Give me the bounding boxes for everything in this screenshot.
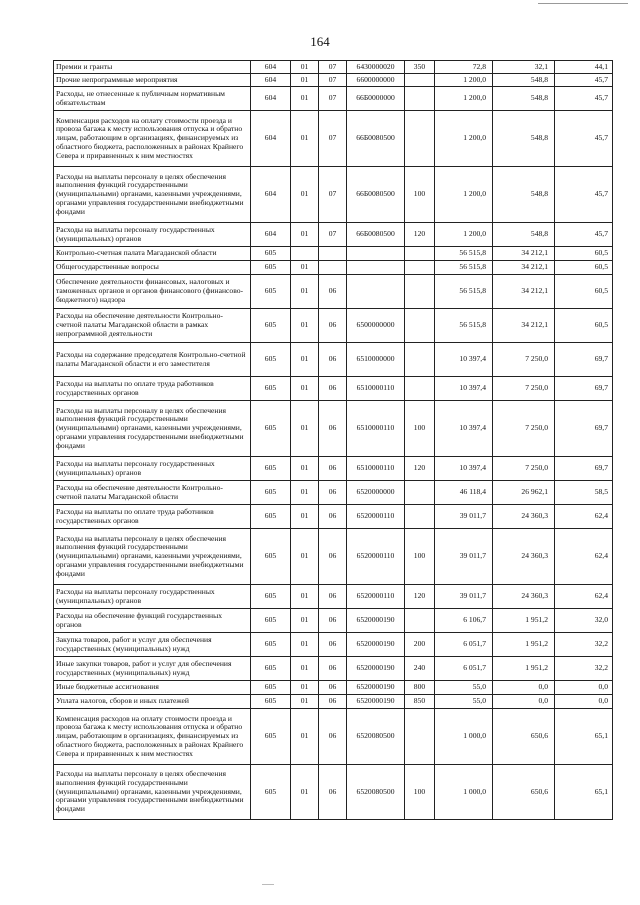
table-row: [54, 505, 613, 529]
cell-name: Контрольно-счетная палата Магаданской области: [54, 247, 251, 261]
cell-vr: [405, 505, 435, 529]
cell-vr: 350: [405, 61, 435, 74]
cell-rz: 01: [291, 167, 319, 223]
cell-plan: 1 200,0: [435, 223, 493, 247]
cell-name: Расходы на выплаты персоналу государственных (муниципальных) органов: [54, 223, 251, 247]
cell-fact: 548,8: [493, 167, 555, 223]
cell-plan: 6 051,7: [435, 633, 493, 657]
cell-pr: 06: [319, 657, 347, 681]
cell-ved: 605: [251, 709, 291, 765]
cell-pr: 06: [319, 695, 347, 709]
cell-plan: 72,8: [435, 61, 493, 74]
cell-rz: 01: [291, 529, 319, 585]
cell-csr: 6520000110: [347, 585, 405, 609]
cell-csr: 6510000110: [347, 457, 405, 481]
cell-name: Обеспечение деятельности финансовых, налоговых и таможенных органов и органов финансового (финансово-бюджетного) надзора: [54, 275, 251, 309]
cell-ved: 605: [251, 261, 291, 275]
cell-vr: 100: [405, 167, 435, 223]
cell-name: Расходы на выплаты персоналу в целях обеспечения выполнения функций государственными (муниципальными) органами, казенными учреждениями, органами управления государственными внебюджетными фондами: [54, 167, 251, 223]
cell-pct: 69,7: [555, 457, 613, 481]
cell-pct: 69,7: [555, 377, 613, 401]
cell-pct: 62,4: [555, 585, 613, 609]
cell-pct: 69,7: [555, 401, 613, 457]
cell-fact: 7 250,0: [493, 377, 555, 401]
cell-rz: 01: [291, 275, 319, 309]
table-row: [54, 111, 613, 167]
cell-fact: 24 360,3: [493, 585, 555, 609]
cell-vr: 850: [405, 695, 435, 709]
cell-csr: 6520000190: [347, 681, 405, 695]
cell-fact: 34 212,1: [493, 275, 555, 309]
cell-ved: 605: [251, 657, 291, 681]
cell-pct: 58,5: [555, 481, 613, 505]
cell-vr: 240: [405, 657, 435, 681]
cell-csr: 6510000110: [347, 401, 405, 457]
cell-vr: [405, 247, 435, 261]
cell-pr: 06: [319, 481, 347, 505]
cell-csr: 6520000110: [347, 505, 405, 529]
budget-table: [53, 60, 613, 820]
cell-pct: 60,5: [555, 309, 613, 343]
cell-pr: 06: [319, 401, 347, 457]
cell-plan: 56 515,8: [435, 261, 493, 275]
cell-pct: 45,7: [555, 223, 613, 247]
cell-rz: 01: [291, 61, 319, 74]
table-row: [54, 167, 613, 223]
cell-plan: 10 397,4: [435, 377, 493, 401]
cell-pct: 32,2: [555, 657, 613, 681]
cell-name: Расходы на выплаты персоналу в целях обеспечения выполнения функций государственными (муниципальными) органами, казенными учреждениями, органами управления государственными внебюджетными фондами: [54, 529, 251, 585]
cell-ved: 604: [251, 167, 291, 223]
cell-csr: 6520000190: [347, 657, 405, 681]
cell-csr: 6520000190: [347, 633, 405, 657]
cell-pr: 07: [319, 111, 347, 167]
cell-pr: [319, 247, 347, 261]
cell-pct: 62,4: [555, 529, 613, 585]
cell-csr: 66Б0080500: [347, 167, 405, 223]
table-row: [54, 709, 613, 765]
cell-ved: 605: [251, 377, 291, 401]
cell-plan: 55,0: [435, 681, 493, 695]
cell-ved: 605: [251, 457, 291, 481]
cell-pct: 32,0: [555, 609, 613, 633]
cell-name: Расходы на выплаты персоналу государственных (муниципальных) органов: [54, 585, 251, 609]
cell-rz: 01: [291, 681, 319, 695]
cell-csr: 66Б0080500: [347, 111, 405, 167]
cell-csr: 6520080500: [347, 765, 405, 820]
cell-plan: 55,0: [435, 695, 493, 709]
cell-ved: 605: [251, 343, 291, 377]
cell-plan: 39 011,7: [435, 505, 493, 529]
cell-rz: [291, 247, 319, 261]
cell-plan: 6 106,7: [435, 609, 493, 633]
table-row: [54, 401, 613, 457]
table-row: [54, 261, 613, 275]
cell-vr: [405, 709, 435, 765]
cell-rz: 01: [291, 343, 319, 377]
cell-pct: 0,0: [555, 681, 613, 695]
cell-name: Расходы на обеспечение деятельности Контрольно-счетной палаты Магаданской области: [54, 481, 251, 505]
cell-pr: 06: [319, 457, 347, 481]
cell-pr: 07: [319, 223, 347, 247]
cell-plan: 6 051,7: [435, 657, 493, 681]
cell-ved: 605: [251, 681, 291, 695]
cell-rz: 01: [291, 481, 319, 505]
table-row: [54, 309, 613, 343]
cell-csr: 6600000000: [347, 74, 405, 87]
cell-name: Прочие непрограммные мероприятия: [54, 74, 251, 87]
cell-fact: 1 951,2: [493, 633, 555, 657]
table-row: [54, 87, 613, 111]
cell-ved: 605: [251, 765, 291, 820]
cell-csr: 66Б0080500: [347, 223, 405, 247]
cell-fact: 650,6: [493, 709, 555, 765]
cell-vr: [405, 111, 435, 167]
table-row: [54, 343, 613, 377]
cell-ved: 605: [251, 609, 291, 633]
cell-fact: 548,8: [493, 223, 555, 247]
cell-plan: 46 118,4: [435, 481, 493, 505]
cell-fact: 34 212,1: [493, 261, 555, 275]
table-row: [54, 457, 613, 481]
cell-fact: 32,1: [493, 61, 555, 74]
cell-vr: [405, 377, 435, 401]
cell-rz: 01: [291, 261, 319, 275]
table-row: [54, 765, 613, 820]
cell-name: Компенсация расходов на оплату стоимости проезда и провоза багажа к месту использования отпуска и обратно лицам, работающим в организациях, финансируемых из областного бюджета, расположенных в районах Крайнего Севера и приравненных к ним местностях: [54, 111, 251, 167]
cell-pr: 06: [319, 681, 347, 695]
footer-mark: [262, 884, 274, 885]
cell-fact: 548,8: [493, 74, 555, 87]
cell-fact: 548,8: [493, 111, 555, 167]
cell-rz: 01: [291, 377, 319, 401]
cell-name: Иные закупки товаров, работ и услуг для обеспечения государственных (муниципальных) нужд: [54, 657, 251, 681]
table-row: [54, 681, 613, 695]
cell-rz: 01: [291, 709, 319, 765]
cell-fact: 1 951,2: [493, 657, 555, 681]
cell-rz: 01: [291, 609, 319, 633]
cell-vr: [405, 481, 435, 505]
cell-ved: 604: [251, 87, 291, 111]
cell-pr: 06: [319, 633, 347, 657]
cell-name: Расходы на выплаты персоналу в целях обеспечения выполнения функций государственными (муниципальными) органами, казенными учреждениями, органами управления государственными внебюджетными фондами: [54, 401, 251, 457]
cell-plan: 10 397,4: [435, 457, 493, 481]
cell-plan: 56 515,8: [435, 275, 493, 309]
cell-pct: 45,7: [555, 74, 613, 87]
cell-pct: 45,7: [555, 111, 613, 167]
cell-ved: 605: [251, 247, 291, 261]
cell-pct: 60,5: [555, 261, 613, 275]
cell-fact: 24 360,3: [493, 529, 555, 585]
cell-csr: 6520080500: [347, 709, 405, 765]
cell-plan: 1 200,0: [435, 87, 493, 111]
cell-pr: 06: [319, 343, 347, 377]
cell-ved: 604: [251, 223, 291, 247]
cell-rz: 01: [291, 585, 319, 609]
cell-vr: 800: [405, 681, 435, 695]
cell-vr: [405, 309, 435, 343]
table-row: [54, 633, 613, 657]
cell-vr: 100: [405, 765, 435, 820]
cell-pct: 32,2: [555, 633, 613, 657]
cell-ved: 604: [251, 61, 291, 74]
cell-pct: 45,7: [555, 167, 613, 223]
cell-vr: 100: [405, 401, 435, 457]
cell-ved: 605: [251, 585, 291, 609]
cell-ved: 605: [251, 529, 291, 585]
cell-vr: [405, 74, 435, 87]
cell-plan: 10 397,4: [435, 343, 493, 377]
cell-name: Расходы на выплаты по оплате труда работников государственных органов: [54, 377, 251, 401]
cell-plan: 1 000,0: [435, 709, 493, 765]
cell-plan: 56 515,8: [435, 309, 493, 343]
table-row: [54, 61, 613, 74]
table-body: [54, 61, 613, 820]
cell-csr: 6430000020: [347, 61, 405, 74]
cell-rz: 01: [291, 74, 319, 87]
cell-pct: 65,1: [555, 765, 613, 820]
cell-vr: 120: [405, 223, 435, 247]
table-row: [54, 247, 613, 261]
cell-pr: 06: [319, 377, 347, 401]
cell-name: Расходы на обеспечение функций государственных органов: [54, 609, 251, 633]
cell-name: Общегосударственные вопросы: [54, 261, 251, 275]
cell-csr: 6520000110: [347, 529, 405, 585]
cell-csr: 6510000000: [347, 343, 405, 377]
cell-vr: 200: [405, 633, 435, 657]
cell-fact: 26 962,1: [493, 481, 555, 505]
cell-fact: 7 250,0: [493, 343, 555, 377]
table-row: [54, 529, 613, 585]
cell-rz: 01: [291, 457, 319, 481]
cell-ved: 605: [251, 695, 291, 709]
cell-pr: 07: [319, 167, 347, 223]
cell-ved: 605: [251, 309, 291, 343]
cell-ved: 605: [251, 275, 291, 309]
cell-vr: [405, 261, 435, 275]
cell-pr: 06: [319, 505, 347, 529]
cell-name: Расходы на обеспечение деятельности Контрольно-счетной палаты Магаданской области в рамках непрограммной деятельности: [54, 309, 251, 343]
cell-fact: 1 951,2: [493, 609, 555, 633]
cell-pr: 07: [319, 74, 347, 87]
cell-pr: 07: [319, 87, 347, 111]
cell-csr: 6520000190: [347, 609, 405, 633]
cell-pct: 0,0: [555, 695, 613, 709]
cell-csr: [347, 261, 405, 275]
cell-pr: 06: [319, 529, 347, 585]
cell-vr: [405, 87, 435, 111]
cell-name: Расходы на выплаты по оплате труда работников государственных органов: [54, 505, 251, 529]
cell-pr: 06: [319, 765, 347, 820]
cell-pr: 06: [319, 709, 347, 765]
cell-ved: 604: [251, 74, 291, 87]
cell-pr: [319, 261, 347, 275]
cell-csr: [347, 275, 405, 309]
table-row: [54, 74, 613, 87]
cell-fact: 0,0: [493, 681, 555, 695]
cell-name: Премии и гранты: [54, 61, 251, 74]
cell-vr: 120: [405, 457, 435, 481]
table-row: [54, 609, 613, 633]
cell-name: Расходы, не отнесенные к публичным нормативным обязательствам: [54, 87, 251, 111]
table-row: [54, 377, 613, 401]
cell-vr: [405, 275, 435, 309]
cell-plan: 10 397,4: [435, 401, 493, 457]
cell-pr: 07: [319, 61, 347, 74]
cell-ved: 605: [251, 481, 291, 505]
table-row: [54, 695, 613, 709]
cell-plan: 1 200,0: [435, 111, 493, 167]
cell-fact: 650,6: [493, 765, 555, 820]
cell-plan: 39 011,7: [435, 529, 493, 585]
cell-vr: [405, 609, 435, 633]
cell-csr: 6510000110: [347, 377, 405, 401]
cell-rz: 01: [291, 765, 319, 820]
cell-name: Расходы на содержание председателя Контрольно-счетной палаты Магаданской области и его заместителя: [54, 343, 251, 377]
cell-name: Расходы на выплаты персоналу в целях обеспечения выполнения функций государственными (муниципальными) органами, казенными учреждениями, органами управления государственными внебюджетными фондами: [54, 765, 251, 820]
cell-plan: 1 200,0: [435, 167, 493, 223]
cell-pr: 06: [319, 609, 347, 633]
cell-pr: 06: [319, 275, 347, 309]
cell-plan: 1 000,0: [435, 765, 493, 820]
cell-csr: 6520000000: [347, 481, 405, 505]
table-row: [54, 223, 613, 247]
cell-rz: 01: [291, 309, 319, 343]
cell-pct: 69,7: [555, 343, 613, 377]
cell-fact: 34 212,1: [493, 309, 555, 343]
cell-csr: 6500000000: [347, 309, 405, 343]
cell-csr: 6520000190: [347, 695, 405, 709]
cell-plan: 39 011,7: [435, 585, 493, 609]
cell-pct: 60,5: [555, 275, 613, 309]
cell-csr: [347, 247, 405, 261]
cell-vr: [405, 343, 435, 377]
cell-fact: 0,0: [493, 695, 555, 709]
table-row: [54, 275, 613, 309]
corner-scan-mark: [538, 3, 628, 4]
cell-ved: 605: [251, 401, 291, 457]
cell-fact: 34 212,1: [493, 247, 555, 261]
cell-vr: 100: [405, 529, 435, 585]
cell-ved: 605: [251, 633, 291, 657]
cell-rz: 01: [291, 505, 319, 529]
cell-fact: 24 360,3: [493, 505, 555, 529]
cell-plan: 56 515,8: [435, 247, 493, 261]
cell-ved: 605: [251, 505, 291, 529]
cell-pct: 65,1: [555, 709, 613, 765]
table-row: [54, 657, 613, 681]
cell-rz: 01: [291, 695, 319, 709]
cell-pct: 60,5: [555, 247, 613, 261]
cell-rz: 01: [291, 87, 319, 111]
cell-fact: 7 250,0: [493, 401, 555, 457]
cell-plan: 1 200,0: [435, 74, 493, 87]
cell-rz: 01: [291, 223, 319, 247]
cell-csr: 66Б0000000: [347, 87, 405, 111]
cell-pct: 45,7: [555, 87, 613, 111]
cell-name: Иные бюджетные ассигнования: [54, 681, 251, 695]
cell-rz: 01: [291, 633, 319, 657]
cell-pr: 06: [319, 585, 347, 609]
cell-fact: 7 250,0: [493, 457, 555, 481]
cell-pct: 44,1: [555, 61, 613, 74]
cell-rz: 01: [291, 111, 319, 167]
cell-name: Уплата налогов, сборов и иных платежей: [54, 695, 251, 709]
cell-ved: 604: [251, 111, 291, 167]
cell-name: Расходы на выплаты персоналу государственных (муниципальных) органов: [54, 457, 251, 481]
cell-rz: 01: [291, 401, 319, 457]
cell-rz: 01: [291, 657, 319, 681]
table-row: [54, 585, 613, 609]
cell-pct: 62,4: [555, 505, 613, 529]
cell-name: Компенсация расходов на оплату стоимости проезда и провоза багажа к месту использования отпуска и обратно лицам, работающим в организациях, финансируемых из областного бюджета, расположенных в районах Крайнего Севера и приравненных к ним местностях: [54, 709, 251, 765]
cell-pr: 06: [319, 309, 347, 343]
cell-vr: 120: [405, 585, 435, 609]
cell-name: Закупка товаров, работ и услуг для обеспечения государственных (муниципальных) нужд: [54, 633, 251, 657]
table-row: [54, 481, 613, 505]
cell-fact: 548,8: [493, 87, 555, 111]
page-number: 164: [310, 34, 330, 49]
